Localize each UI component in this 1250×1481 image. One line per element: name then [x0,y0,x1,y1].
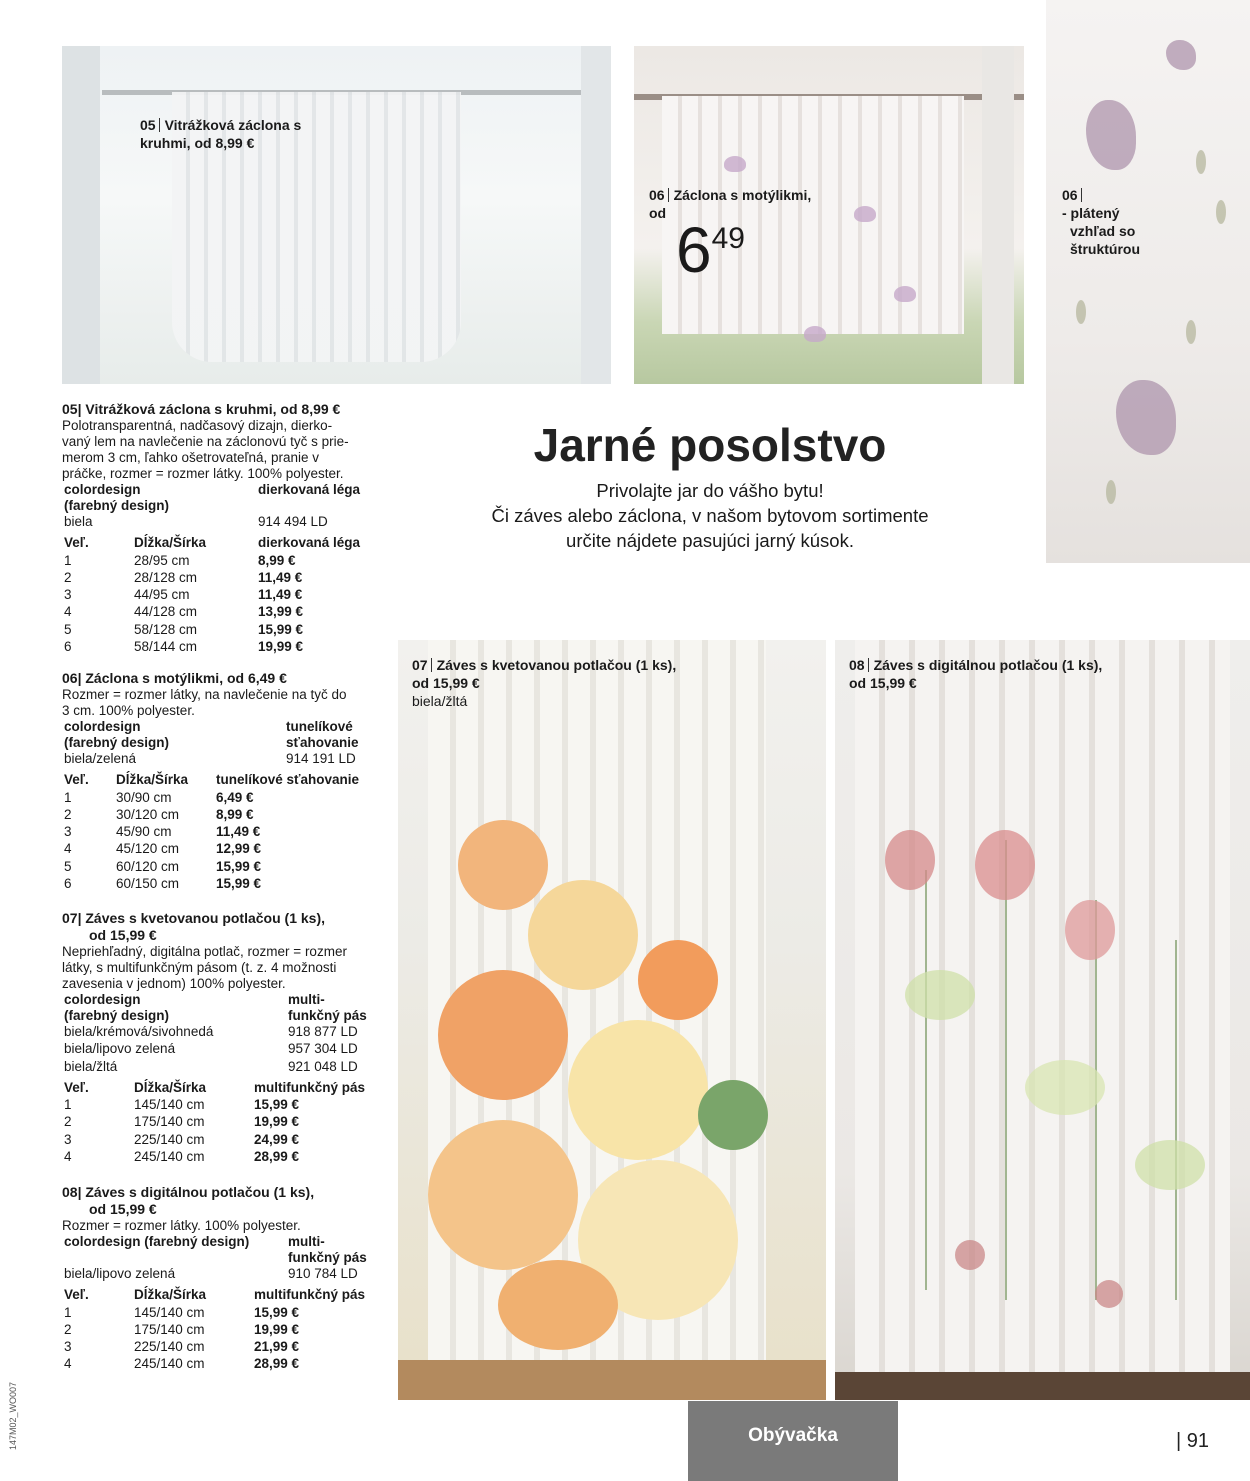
section-05-title: 05| Vitrážková záclona s kruhmi, od 8,99 € [62,401,341,417]
catalog-code: 147M02_WO007 [8,1381,18,1450]
table-row: 3 44/95 cm 11,49 € [64,587,303,603]
section-07-desc: Nepriehľadný, digitálna potlač, rozmer = rozmer látky, s multifunkčným pásom (t. z. 4 možnosti zavesenia v jednom) 100% polyester. [62,944,347,991]
section-08-desc: Rozmer = rozmer látky. 100% polyester. [62,1218,301,1233]
section-05-desc: Polotransparentná, nadčasový dizajn, dierko- vaný lem na navlečenie na záclonovú tyč s prie- merom 3 cm, ľahko ošetrovateľná, pranie v práčke, rozmer = rozmer látky. 100% polyester. [62,418,349,481]
section-06: 06| Záclona s motýlikmi, od 6,49 € Rozmer = rozmer látky, na navlečenie na tyč do 3 cm. 100% polyester. colordesign tunelíkové (farebný design) sťahovanie biela/zelená 914 191 LD Veľ. Dĺžka/Šírka tunelíkové sťahovanie 1 30/90 cm 6,49 € 2 30/120 cm 8,99 € 3 45/90 cm 11,49 € 4 45/120 cm 12,99 € 5 60/120 cm 15,99 € 6 60/150 cm 15,99 € [62,670,392,893]
photo-fabric-detail [1046,0,1250,563]
caption-07: 07 Záves s kvetovanou potlačou (1 ks), od 15,99 € biela/žltá [412,657,677,709]
caption-06: 06 Záclona s motýlikmi, od [649,187,812,221]
photo-floral-curtain [398,640,826,1400]
table-row: 4 45/120 cm 12,99 € [64,841,262,857]
section-07: 07| Záves s kvetovanou potlačou (1 ks), od 15,99 € Nepriehľadný, digitálna potlač, rozmer = rozmer látky, s multifunkčným pásom (t. z. 4 možnosti zavesenia v jednom) 100% polyester. colordesign multi- (farebný design) funkčný pás biela/krémová/sivohnedá 918 877 LD biela/lipovo zelená 957 304 LD biela/žltá 921 048 LD Veľ. Dĺžka/Šírka multifunkčný pás 1 145/140 cm 15,99 € 2 175/140 cm 19,99 € 3 225/140 cm 24,99 € 4 245/140 cm 28,99 € [62,910,392,1166]
table-row: 5 60/120 cm 15,99 € [64,858,262,874]
section-05: 05| Vitrážková záclona s kruhmi, od 8,99 € Polotransparentná, nadčasový dizajn, dierko- vaný lem na navlečenie na záclonovú tyč s prie- merom 3 cm, ľahko ošetrovateľná, pranie v práčke, rozmer = rozmer látky. 100% polyester. colordesign dierkovaná léga (farebný design) biela 914 494 LD Veľ. Dĺžka/Šírka dierkovaná léga 1 28/95 cm 8,99 € 2 28/128 cm 11,49 € 3 44/95 cm 11,49 € 4 44/128 cm 13,99 € 5 58/128 cm 15,99 € 6 58/144 cm 19,99 € [62,401,392,656]
table-row: 3 225/140 cm 24,99 € [64,1131,300,1147]
footer-section-label: Obývačka [748,1425,838,1446]
photo-circle-curtain [62,46,611,384]
section-08-title: 08| Záves s digitálnou potlačou (1 ks), od 15,99 € [62,1184,315,1217]
table-row: 3 225/140 cm 21,99 € [64,1339,300,1355]
table-row: 2 28/128 cm 11,49 € [64,569,303,585]
table-row: 1 28/95 cm 8,99 € [64,552,296,568]
section-06-title: 06| Záclona s motýlikmi, od 6,49 € [62,670,287,686]
table-row: 1 145/140 cm 15,99 € [64,1304,300,1320]
section-07-title: 07| Záves s kvetovanou potlačou (1 ks), od 15,99 € [62,910,326,943]
table-row: 1 145/140 cm 15,99 € [64,1097,300,1113]
table-row: 4 44/128 cm 13,99 € [64,604,304,620]
table-row: 1 30/90 cm 6,49 € [64,789,254,805]
table-row: 4 245/140 cm 28,99 € [64,1149,300,1165]
intro-text: Privolajte jar do vášho bytu! Či záves alebo záclona, v našom bytovom sortimente určite nájdete pasujúci jarný kúsok. [491,480,929,551]
table-row: 6 58/144 cm 19,99 € [64,639,304,655]
table-row: 4 245/140 cm 28,99 € [64,1356,300,1372]
table-row: 3 45/90 cm 11,49 € [64,824,261,840]
table-row: 2 30/120 cm 8,99 € [64,806,254,822]
table-row: 2 175/140 cm 19,99 € [64,1321,300,1337]
table-row: 5 58/128 cm 15,99 € [64,621,304,637]
table-row: 2 175/140 cm 19,99 € [64,1114,300,1130]
page-number: | 91 [1176,1430,1209,1452]
photo-digital-curtain [835,640,1250,1400]
caption-08: 08 Záves s digitálnou potlačou (1 ks), od 15,99 € [849,657,1103,691]
caption-05: 05 Vitrážková záclona s kruhmi, od 8,99 € [140,117,302,151]
section-06-desc: Rozmer = rozmer látky, na navlečenie na tyč do 3 cm. 100% polyester. [62,687,347,718]
table-row: 6 60/150 cm 15,99 € [64,876,262,892]
page-headline: Jarné posolstvo [533,419,887,471]
caption-06-detail: 06 - plátený vzhľad so štruktúrou [1062,187,1140,257]
big-price-06: 649 [676,214,745,286]
section-08: 08| Záves s digitálnou potlačou (1 ks), od 15,99 € Rozmer = rozmer látky. 100% polyester. colordesign (farebný design) multi- funkčný pás biela/lipovo zelená 910 784 LD Veľ. Dĺžka/Šírka multifunkčný pás 1 145/140 cm 15,99 € 2 175/140 cm 19,99 € 3 225/140 cm 21,99 € 4 245/140 cm 28,99 € [62,1184,392,1374]
